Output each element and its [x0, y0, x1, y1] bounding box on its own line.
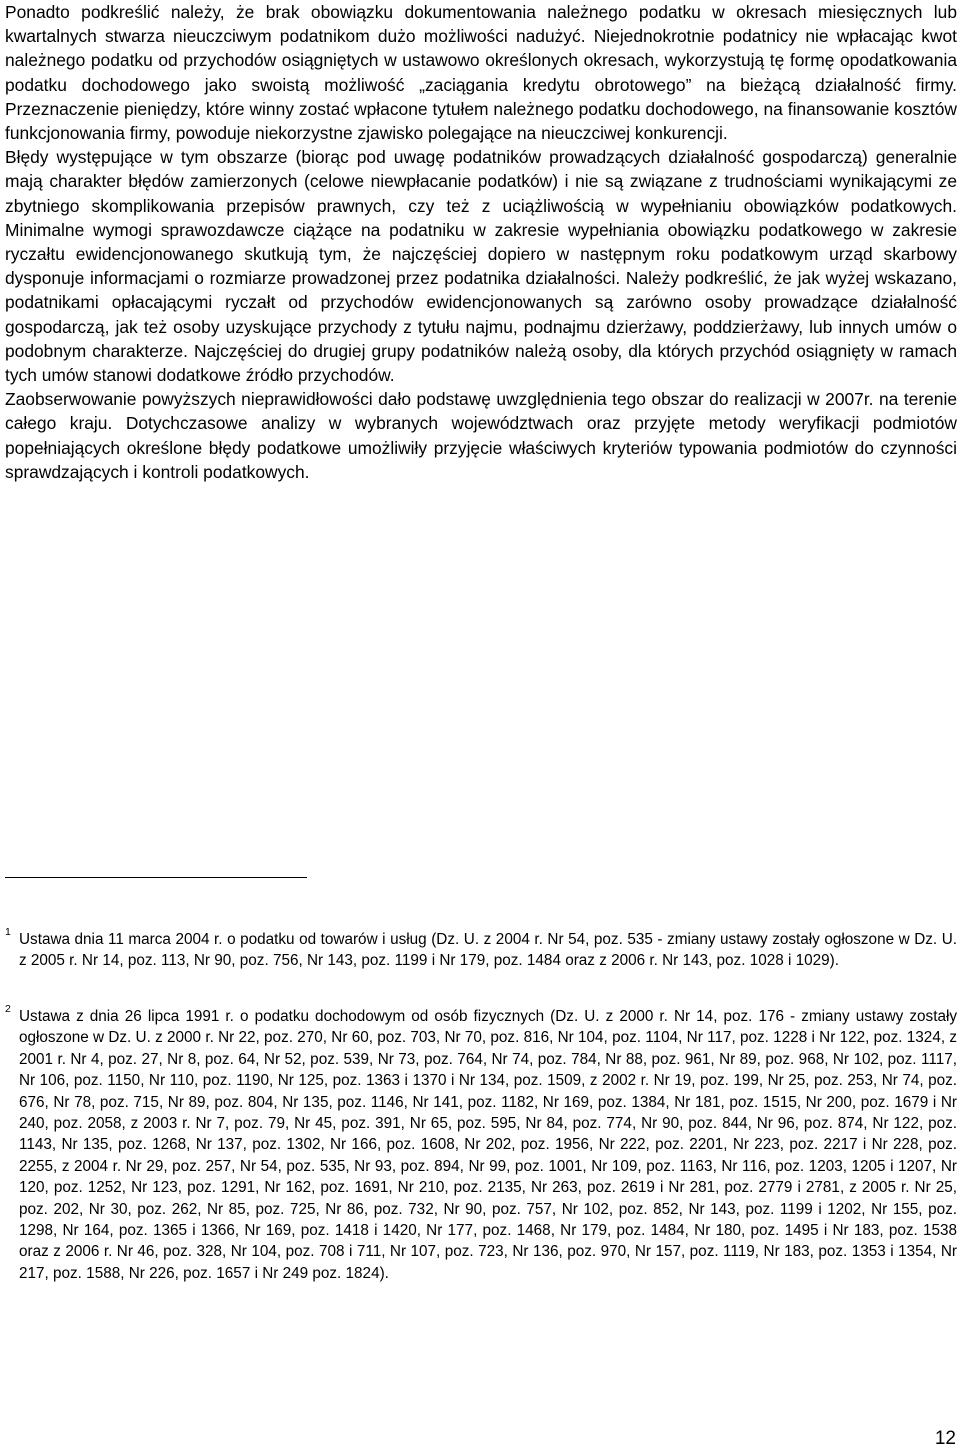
paragraph: Ponadto podkreślić należy, że brak obowiązku dokumentowania należnego podatku w okresach miesięcznych lub kwartalnych stwarza nieuczciwym podatnikom dużo możliwości nadużyć. Niejednokrotnie podatnicy nie wpłacając kwot należnego podatku od przychodów osiągniętych w ustawowo określonych okresach, wykorzystują tę formę opodatkowania podatku dochodowego jako swoistą możliwość „zaciągania kredytu obrotowego” na bieżącą działalność firmy. Przeznaczenie pieniędzy, które winny zostać wpłacone tytułem należnego podatku dochodowego, na finansowanie kosztów funkcjonowania firmy, powoduje niekorzystne zjawisko polegające na nieuczciwej konkurencji.	[5, 2, 957, 144]
paragraph: Zaobserwowanie powyższych nieprawidłowości dało podstawę uwzględnienia tego obszar do realizacji w 2007r. na terenie całego kraju. Dotychczasowe analizy w wybranych województwach oraz przyjęte metody weryfikacji podmiotów popełniających określone błędy podatkowe umożliwiły przyjęcie właściwych kryteriów typowania podmiotów do czynności sprawdzających i kontroli podatkowych.	[5, 389, 957, 482]
page-number: 12	[934, 1428, 956, 1449]
footnote-text: Ustawa z dnia 26 lipca 1991 r. o podatku dochodowym od osób fizycznych (Dz. U. z 2000 r. Nr 14, poz. 176 - zmiany ustawy zostały ogłoszone w Dz. U. z 2000 r. Nr 22, poz. 270, Nr 60, poz. 703, Nr 70, poz. 816, Nr 104, poz. 1104, Nr 117, poz. 1228 i Nr 122, poz. 1324, z 2001 r. Nr 4, poz. 27, Nr 8, poz. 64, Nr 52, poz. 539, Nr 73, poz. 764, Nr 74, poz. 784, Nr 88, poz. 961, Nr 89, poz. 968, Nr 102, poz. 1117, Nr 106, poz. 1150, Nr 110, poz. 1190, Nr 125, poz. 1363 i 1370 i Nr 134, poz. 1509, z 2002 r. Nr 19, poz. 199, Nr 25, poz. 253, Nr 74, poz. 676, Nr 78, poz. 715, Nr 89, poz. 804, Nr 135, poz. 1146, Nr 141, poz. 1182, Nr 169, poz. 1384, Nr 181, poz. 1515, Nr 200, poz. 1679 i Nr 240, poz. 2058, z 2003 r. Nr 7, poz. 79, Nr 45, poz. 391, Nr 65, poz. 595, Nr 84, poz. 774, Nr 90, poz. 844, Nr 96, poz. 874, Nr 122, poz. 1143, Nr 135, poz. 1268, Nr 137, poz. 1302, Nr 166, poz. 1608, Nr 202, poz. 1956, Nr 222, poz. 2201, Nr 223, poz. 2217 i Nr 228, poz. 2255, z 2004 r. Nr 29, poz. 257, Nr 54, poz. 535, Nr 93, poz. 894, Nr 99, poz. 1001, Nr 109, poz. 1163, Nr 116, poz. 1203, 1205 i 1207, Nr 120, poz. 1252, Nr 123, poz. 1291, Nr 162, poz. 1691, Nr 210, poz. 2135, Nr 263, poz. 2619 i Nr 281, poz. 2779 i 2781, z 2005 r. Nr 25, poz. 202, Nr 30, poz. 262, Nr 85, poz. 725, Nr 86, poz. 732, Nr 90, poz. 757, Nr 102, poz. 852, Nr 143, poz. 1199 i 1202, Nr 155, poz. 1298, Nr 164, poz. 1365 i 1366, Nr 169, poz. 1418 i 1420, Nr 177, poz. 1468, Nr 179, poz. 1484, Nr 180, poz. 1495 i Nr 183, poz. 1538 oraz z 2006 r. Nr 46, poz. 328, Nr 104, poz. 708 i 711, Nr 107, poz. 723, Nr 136, poz. 970, Nr 157, poz. 1119, Nr 183, poz. 1353 i 1354, Nr 217, poz. 1588, Nr 226, poz. 1657 i Nr 249 poz. 1824).	[19, 1008, 957, 1282]
paragraph: Błędy występujące w tym obszarze (biorąc pod uwagę podatników prowadzących działalność gospodarczą) generalnie mają charakter błędów zamierzonych (celowe niewpłacanie podatków) i nie są związane z trudnościami wynikającymi ze zbytniego skomplikowania przepisów prawnych, czy też z uciążliwością w wypełnianiu obowiązków podatkowych. Minimalne wymogi sprawozdawcze ciążące na podatniku w zakresie wypełniania obowiązku podatkowego w zakresie ryczałtu ewidencjonowanego skutkują tym, że najczęściej dopiero w następnym roku podatkowym urząd skarbowy dysponuje informacjami o rozmiarze prowadzonej przez podatnika działalności. Należy podkreślić, że jak wyżej wskazano, podatnikami opłacającymi ryczałt od przychodów ewidencjonowanych są zarówno osoby prowadzące działalność gospodarczą, jak też osoby uzyskujące przychody z tytułu najmu, podnajmu dzierżawy, poddzierżawy, lub innych umów o podobnym charakterze. Najczęściej do drugiej grupy podatników należą osoby, dla których przychód osiągnięty w ramach tych umów stanowi dodatkowe źródło przychodów.	[5, 147, 957, 386]
footnote-marker: 2	[5, 1003, 11, 1015]
body-text	[5, 0, 957, 484]
footnote-separator	[5, 877, 307, 878]
footnote	[5, 926, 957, 972]
footnote	[5, 1003, 957, 1284]
footnote-text: Ustawa dnia 11 marca 2004 r. o podatku od towarów i usług (Dz. U. z 2004 r. Nr 54, poz. 535 - zmiany ustawy zostały ogłoszone w Dz. U. z 2005 r. Nr 14, poz. 113, Nr 90, poz. 756, Nr 143, poz. 1199 i Nr 179, poz. 1484 oraz z 2006 r. Nr 143, poz. 1028 i 1029).	[19, 931, 957, 970]
footnote-marker: 1	[5, 926, 11, 938]
